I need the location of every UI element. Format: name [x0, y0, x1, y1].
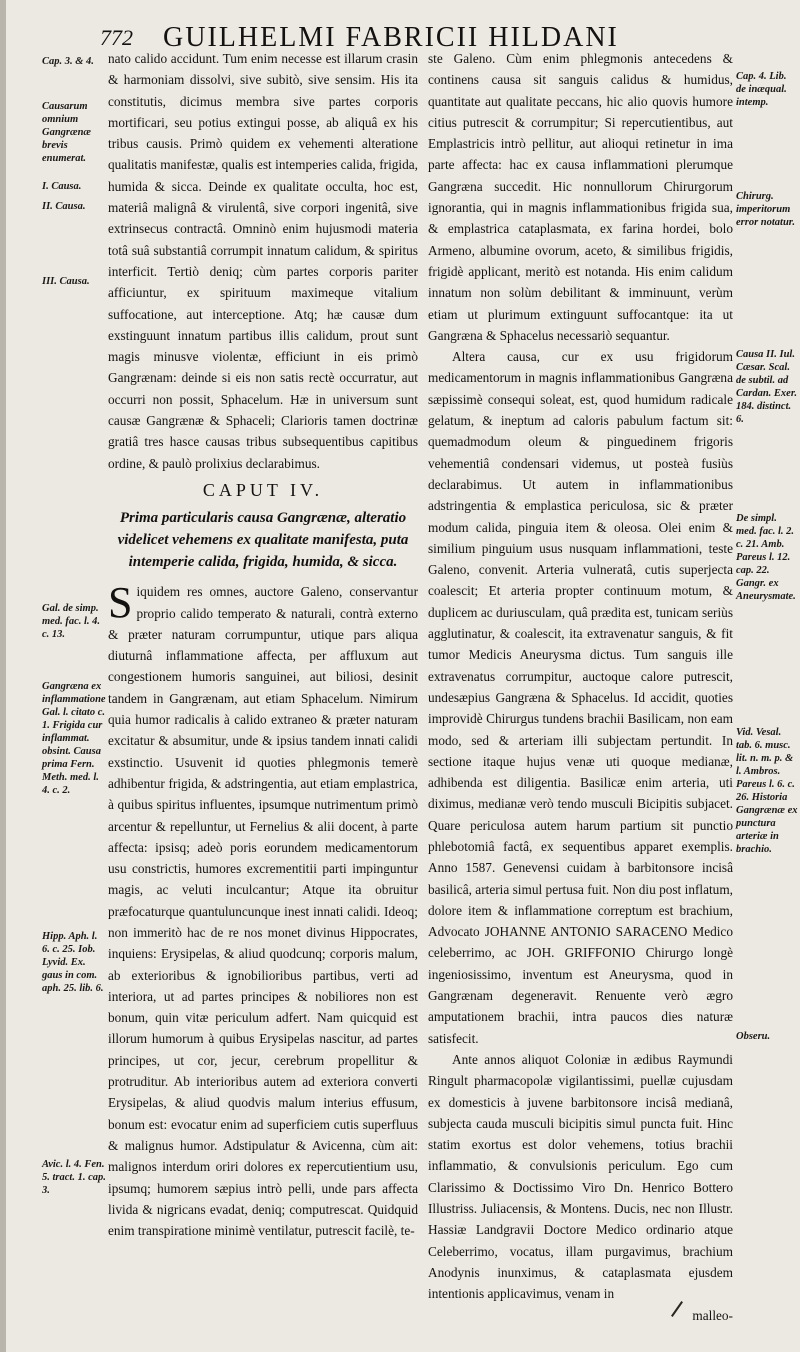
chapter-subtitle: Prima particularis causa Gangrænæ, alteratio videlicet vehemens ex qualitate manifesta, puta intemperie calida, frigida, humida, & sicca. — [117, 510, 409, 571]
paragraph-text: iquidem res omnes, auctore Galeno, conservantur proprio calido temperato & naturali, contrà externo & præter naturam corrumpuntur, utique pars aliqua diuturnâ inflammatione affecta, per affluxum aut congestionem humoris sanguinei, aut biliosi, desinit tandem in Gangrænam, aut etiam Sphacelum. Nimirum quia humor radicalis à calido extraneo & præter naturam excitatur & absumitur, unde & ipsius tandem innati calidi exstinctio. Usuvenit id quoties phlegmonis temerè adhibentur frigida, & adstringentia, aut etiam emplastrica, à quibus spiritus influentes, ipsumque nutrimentum primò arcentur & repelluntur, ut Fernelius & alii docent, à parte affecta: ipsisq; adeò poris eorundem medicamentorum usu constrictis, humores excrementitii parti impinguntur magis, ac veluti inculcantur; Atque ita obruitur præfocaturque quantuluncunque inest innati calidi. Ideoq; non immeritò hac de re nos monet divinus Hippocrates, inquiens: Erysipelas, & aliud quodcunq; corporis malum, ab exterioribus & ignobilioribus partibus, verti ad interiora, ut ad partes principes & nobiliores non est bonum, quin vitæ periculum adfert. Nam quicquid est illorum humorum à quibus Erysipelas nascitur, ad partes principes, ut cor, jecur, cerebrum propellitur & protruditur. Ab interioribus autem ad exteriora converti Erysipelas, & aliud quodvis malum interius effusum, bonum est: evocatur enim ad superficiem cutis superfluus & malignus humor. Adstipulatur & Avicenna, cùm ait: malignos interdum oriri dolores ex repercutientium usu, ipsumq; humorem sæpius intrò pelli, unde pars affecta livida & nigricans evadat, deniq; computrescat. Quidquid enim transpiratione minimè ventilatur, putrescit facilè, te- — [108, 584, 418, 1239]
page-edge — [0, 0, 6, 1352]
margin-note: III. Causa. — [42, 276, 90, 287]
drop-capital: S — [108, 578, 133, 628]
paragraph: Ante annos aliquot Coloniæ in ædibus Raymundi Ringult pharmacopolæ vigilantissimi, puellæ cujusdam ex domesticis à juvene barbitonsore incisâ medianâ, subjecta cauda musculi bicipitis simul puncta fuit. Hinc statim exortus est dolor vehemens, totius brachii inflammatio, & convulsionis periculum. Ego cum Clarissimo & Doctissimo Viro Dn. Henrico Bottero Illustriss. Juliacensis, & Montens. Ducis, nec non Illustr. Hassiæ Landgravii Doctore Medico ordinario atque Celeberrimo, vocatus, illam purgavimus, brachium Anodynis inunximus, & cataplasmata ejusdem intentionis applicavimus, venam in — [428, 1051, 733, 1302]
paragraph — [108, 578, 418, 1241]
paragraph: Altera causa, cur ex usu frigidorum medicamentorum in magnis inflammationibus Gangræna sæpissimè consequi soleat, est, quod humidum radicale gelatum, & ineptum ad caloris pabulum factum sit: quemadmodum oleum & pinguedinem frigoris vehementiâ condensari videmus, ut posteà fusiùs declarabimus. Ut autem in inflammationibus adstringentia & emplastica periculosa, sic & præter modum calida, pinguia item & oleosa. Olei enim & similium pinguium usus nusquam inflammationi, teste Galeno, convenit. Arteria vulneratâ, cutis superjecta coalescit; Et arteria propter continuum motum, & duplicem ac duriusculam, quâ prædita est, tunicam seriùs agglutinatur, & coalescit, ita extravenatur sanguis, & fit tumor Medicis Aneurysma dictus. Tum sanguis ille extravenatus corrumpitur, auctoque calore putrescit, undesæpius Gangræna & Sphacelus. Id accidit, quoties improvidè Chirurgus tundens brachii Basilicam, non eam modo, sed & arteriam illi subjectam pertundit. In sectione itaque hujus venæ uti quoque medianæ, adhibenda est diligentia. Basilicæ enim arteria, uti diximus, medianæ verò tendo musculi Bicipitis subjacet. Quare periculosa autem harum partium sit punctio phlebotomiâ factâ, ex sequentibus apparet exemplis. Anno 1587. Genevensi cuidam à barbitonsore incisâ basilicâ, arteria simul pertusa fuit. Non diu post inflatum, dolore item & inflammatione correptum est brachium, Advocato JOHANNE ANTONIO SARACENO Medico celeberrimo, ac JOH. GRIFFONIO Chirurgo longè ingeniosissimo, inventum est Aneurysma, quod in Gangrænam degeneravit. Renuente verò ægro amputationem brachii, intra paucos dies naturæ satisfecit. — [428, 349, 733, 1046]
catchword: malleo- — [692, 1307, 733, 1323]
page-number: 772 — [100, 25, 133, 50]
margin-note: Vid. Vesal. tab. 6. musc. lit. n. m. p. & l. Ambros. Pareus l. 6. c. 26. Historia Gangrænæ ex punctura arteriæ in brachio. — [736, 727, 798, 855]
margin-note: Gal. de simp. med. fac. l. 4. c. 13. — [42, 603, 101, 640]
margin-note: Gangræna ex inflammatione Gal. l. citato c. 1. Frigida cur inflammat. obsint. Causa prima Fern. Meth. med. l. 4. c. 2. — [42, 681, 106, 796]
paragraph: ste Galeno. Cùm enim phlegmonis antecedens & continens causa sit sanguis calidus & humidus, quantitate aut qualitate peccans, hic alio quovis humore citius putrescit & corrumpitur; Si repercutientibus, aut Emplastricis intrò pellitur, aut alioqui retinetur in ima parte affecta: hac ex causa inflammationi plerumque Gangræna succedit. Hic nonnullorum Chirurgorum ignorantia, qui in magnis inflammationibus frigida sua, & emplastrica cataplasmata, ex farina hordei, bolo Armeno, albumine ovorum, aceto, & similibus frigidis, frigidè applicant, meritò est notanda. His enim calidum innatum non solùm debilitant & imminuunt, verùm etiam ut plurimum extinguunt suffocantque: ita ut Gangræna & Sphacelus necessariò sequantur. — [428, 51, 733, 343]
margin-note: I. Causa. — [42, 181, 82, 192]
margin-note: De simpl. med. fac. l. 2. c. 21. Amb. Pareus l. 12. cap. 22. Gangr. ex Aneurysmate. — [736, 513, 796, 602]
margin-note: Causarum omnium Gangrænæ brevis enumerat. — [42, 101, 92, 164]
margin-note: Chirurg. imperitorum error notatur. — [736, 191, 795, 228]
margin-note: Causa II. Iul. Cæsar. Scal. de subtil. ad Cardan. Exer. 184. distinct. 6. — [736, 349, 797, 425]
left-text-column — [108, 48, 418, 1241]
right-text-column — [428, 48, 733, 1326]
margin-note: Obseru. — [736, 1031, 771, 1042]
margin-note: Cap. 3. & 4. — [42, 56, 94, 67]
margin-note: Hipp. Aph. l. 6. c. 25. Iob. Lyvid. Ex. gaus in com. aph. 25. lib. 6. — [42, 931, 104, 994]
running-title: GUILHELMI FABRICII HILDANI — [163, 22, 619, 53]
paragraph: nato calido accidunt. Tum enim necesse est illarum crasin & harmoniam dissolvi, sive subitò, sive sensim. His ita constitutis, dicimus membra sive partes corporis mortificari, seu potius extingui posse, ab aliquâ ex his tribus causis. Primò quidem ex vehementi alteratione qualitatis manifestæ, qualis est intemperies calida, frigida, humida & sicca. Deinde ex qualitate occulta, hoc est, materiâ malignâ & virulentâ, sive corpori ingenitâ, sive extrinsecus contractâ. Omninò enim hujusmodi materia totâ suâ substantiâ corrumpit innatum calidum, & spiritus interficit. Tertiò deniq; cùm partes corporis pariter afficiuntur, ex spirituum maximeque vitalium suffocatione, aut interceptione. Atq; hæ causæ dum exstinguunt innatum partibus illis calidum, prout sunt magis minusve violentæ, efficiunt in eis primò Gangrænam: deinde si eis non satis rectè occurratur, aut occurri non possit, Sphacelum. Hæ in universum sunt causæ Gangrænæ & Sphaceli; Clarioris tamen doctrinæ gratiâ tres hasce causas tribus subsequentibus capitibus ordine, & paulò prolixius declarabimus. — [108, 51, 418, 471]
margin-note: II. Causa. — [42, 201, 86, 212]
margin-note: Avic. l. 4. Fen. 5. tract. 1. cap. 3. — [42, 1159, 106, 1196]
margin-note: Cap. 4. Lib. de inæqual. intemp. — [736, 71, 787, 108]
chapter-heading: CAPUT IV. — [202, 479, 324, 500]
